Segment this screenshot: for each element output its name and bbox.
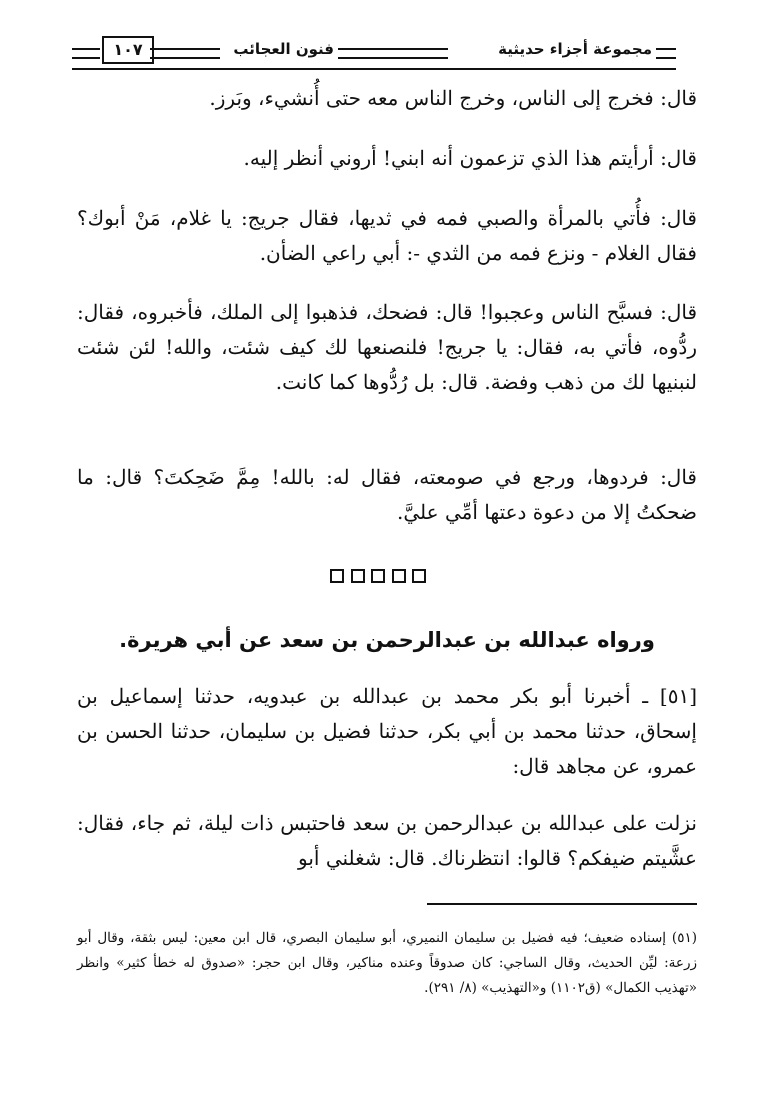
separator-square [392,569,406,583]
body-paragraph: قال: فسبَّح الناس وعجبوا! قال: فضحك، فذهبوا إلى الملك، فأخبروه، فقال: ردُّوه، فأتي به، فقال: يا جريج! فلنصنعها لك كيف شئت، والله! لئن شئت لنبنيها لك من ذهب وفضة. قال: بل رُدُّوها كما كانت. [77,300,697,394]
body-paragraph: قال: أرأيتم هذا الذي تزعمون أنه ابني! أروني أنظر إليه. [243,146,697,170]
footnote: (٥١) إسناده ضعيف؛ فيه فضيل بن سليمان النميري، أبو سليمان البصري، قال ابن معين: ليس بثقة، وقال أبو زرعة: ليِّن الحديث، وقال الساجي: كان صدوقاً وعنده مناكير، وقال ابن حجر: «صدوق له خطأ كثير» وانظر «تهذيب الكمال» (ق١١٠٢) و«التهذيب» (٨/ ٢٩١). [77,930,697,996]
running-header [72,40,676,78]
header-ornament-rule [150,48,220,59]
body-paragraph: قال: فأُتي بالمرأة والصبي فمه في ثديها، فقال جريج: يا غلام، مَنْ أبوك؟ فقال الغلام - ونزع فمه من الثدي -: أبي راعي الضأن. [77,206,697,265]
header-collection-title: مجموعة أجزاء حديثية [498,40,652,58]
body-paragraph: نزلت على عبدالله بن عبدالرحمن بن سعد فاحتبس ذات ليلة، ثم جاء، فقال: عشَّيتم ضيفكم؟ قالوا: انتظرناك. قال: شغلني أبو [77,811,697,870]
section-separator [330,569,426,583]
header-underline [72,68,676,70]
header-ornament-rule [338,48,448,59]
header-ornament-rule [656,48,676,59]
body-paragraph: قال: فردوها، ورجع في صومعته، فقال له: بالله! مِمَّ ضَحِكتَ؟ قال: ما ضحكتُ إلا من دعوة دعتها أمِّي عليَّ. [77,465,697,524]
separator-square [330,569,344,583]
footnote-rule [427,903,697,905]
body-paragraph: قال: فخرج إلى الناس، وخرج الناس معه حتى أُنشيء، وبَرز. [209,86,697,110]
separator-square [412,569,426,583]
header-book-title: فنون العجائب [233,40,334,58]
hadith-paragraph: [٥١] ـ أخبرنا أبو بكر محمد بن عبدالله بن عبدويه، حدثنا إسماعيل بن إسحاق، حدثنا محمد بن أبي بكر، حدثنا فضيل بن سليمان، حدثنا الحسن بن عمرو، عن مجاهد قال: [77,684,697,778]
section-heading: ورواه عبدالله بن عبدالرحمن بن سعد عن أبي هريرة. [119,628,655,652]
page-number: ١٠٧ [102,36,154,64]
header-ornament-rule [72,48,100,59]
separator-square [371,569,385,583]
separator-square [351,569,365,583]
